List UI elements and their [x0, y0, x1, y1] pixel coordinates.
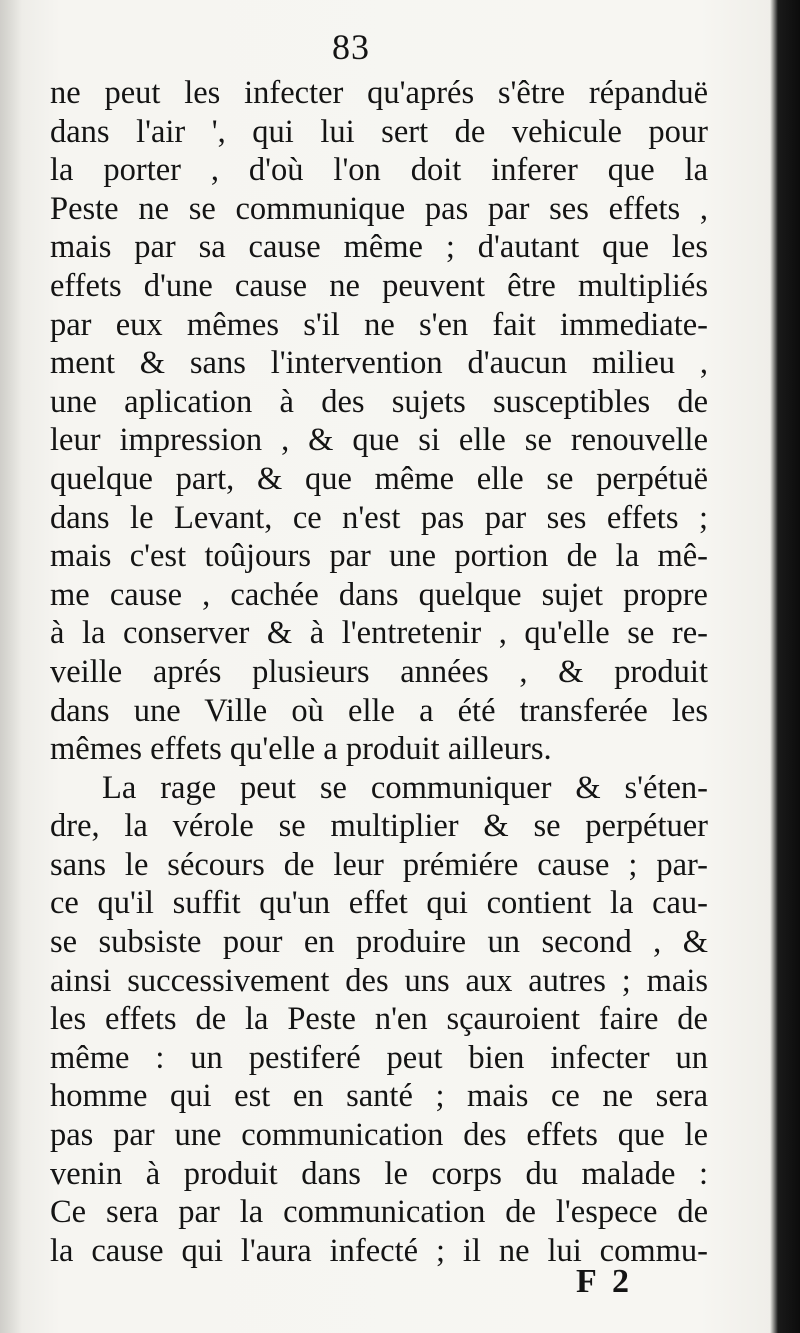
text-line: Ce sera par la communication de l'espece de [50, 1194, 708, 1231]
page-number: 83 [332, 27, 370, 67]
text-line: veille aprés plusieurs années , & produit [50, 653, 708, 690]
text-line: effets d'une cause ne peuvent être multipliés [50, 267, 708, 304]
text-line: se subsiste pour en produire un second , & [50, 924, 708, 961]
text-line: la porter , d'où l'on doit inferer que la [50, 152, 708, 189]
text-line: dre, la vérole se multiplier & se perpétuer [50, 808, 708, 845]
text-line: dans une Ville où elle a été transferée les [50, 692, 708, 729]
text-line: homme qui est en santé ; mais ce ne sera [50, 1078, 708, 1115]
text-line: la cause qui l'aura infecté ; il ne lui commu- [50, 1232, 708, 1269]
text-line: les effets de la Peste n'en sçauroient faire de [50, 1001, 708, 1038]
text-line: dans le Levant, ce n'est pas par ses effets ; [50, 499, 708, 536]
text-line: à la conserver & à l'entretenir , qu'elle se re- [50, 615, 708, 652]
paragraph-start-line: La rage peut se communiquer & s'éten- [102, 769, 708, 806]
text-line: quelque part, & que même elle se perpétuë [50, 460, 708, 497]
text-line: pas par une communication des effets que le [50, 1117, 708, 1154]
text-line: mais c'est toûjours par une portion de la mê- [50, 538, 708, 575]
text-line: ce qu'il suffit qu'un effet qui contient la cau- [50, 885, 708, 922]
text-line: ainsi successivement des uns aux autres ; mais [50, 962, 708, 999]
paragraph-end-line: mêmes effets qu'elle a produit ailleurs. [50, 731, 552, 768]
text-line: dans l'air ', qui lui sert de vehicule pour [50, 113, 708, 150]
text-line: même : un pestiferé peut bien infecter un [50, 1039, 708, 1076]
text-line: mais par sa cause même ; d'autant que les [50, 229, 708, 266]
text-line: Peste ne se communique pas par ses effets , [50, 190, 708, 227]
text-line: leur impression , & que si elle se renouvelle [50, 422, 708, 459]
text-line: venin à produit dans le corps du malade : [50, 1155, 708, 1192]
text-line: ment & sans l'intervention d'aucun milieu , [50, 345, 708, 382]
body-text [50, 74, 708, 1270]
text-line: sans le sécours de leur prémiére cause ; par- [50, 846, 708, 883]
text-line: une aplication à des sujets susceptibles de [50, 383, 708, 420]
spine-shadow [0, 0, 22, 1333]
signature-mark: F 2 [576, 1263, 634, 1300]
text-line: me cause , cachée dans quelque sujet propre [50, 576, 708, 613]
text-line: ne peut les infecter qu'aprés s'être répanduë [50, 75, 708, 111]
text-line: par eux mêmes s'il ne s'en fait immediate- [50, 306, 708, 343]
